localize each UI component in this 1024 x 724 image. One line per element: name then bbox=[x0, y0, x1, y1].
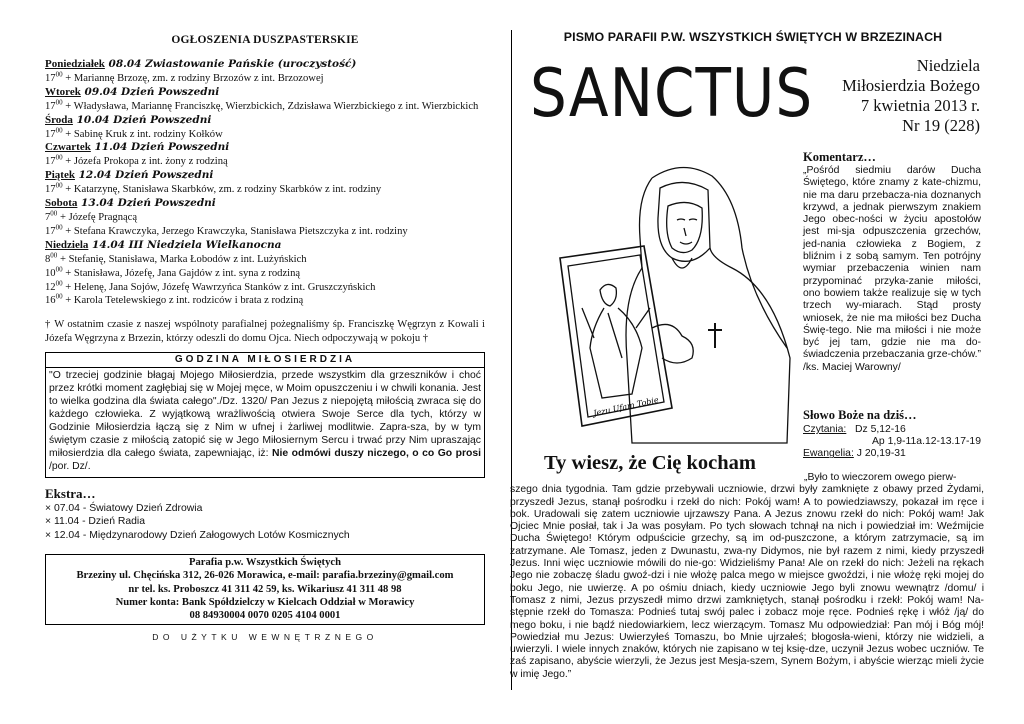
issue-number: Nr 19 (228) bbox=[902, 116, 980, 135]
day-heading bbox=[45, 58, 485, 72]
mass-intention: $7^{00}$ + Józefę Pragnącą bbox=[45, 209, 138, 223]
day-heading bbox=[45, 86, 485, 100]
day-title: 10.04 Dzień Powszedni bbox=[72, 113, 212, 126]
day-heading bbox=[45, 114, 485, 128]
day-title: 13.04 Dzień Powszedni bbox=[77, 197, 216, 210]
mass-intention: $17^{00}$ + Władysława, Mariannę Franciszkę, Wierzbickich, Zdzisława Wierzbickiego z int. Wierzbickich bbox=[45, 98, 479, 112]
day-name: Niedziela bbox=[45, 238, 89, 251]
issue-date: 7 kwietnia 2013 r. bbox=[860, 96, 980, 115]
masthead: PISMO PARAFII P.W. WSZYSTKICH ŚWIĘTYCH W BRZEZINACH bbox=[563, 30, 943, 44]
mass-intention: $10^{00}$ + Stanisława, Józefę, Jana Gajdów z int. syna z rodziną bbox=[45, 265, 301, 279]
parish-account: 08 84930004 0070 0205 4104 0001 bbox=[189, 610, 341, 622]
commentary-title: Komentarz… bbox=[803, 150, 876, 164]
mass-schedule bbox=[45, 58, 485, 308]
saint-faustina-illustration bbox=[532, 158, 800, 448]
gospel-body: szego dnia tygodnia. Tam gdzie przebywali uczniowie, drzwi były zamknięte z obawy przed Żydami, przyszedł Jezus, stanął pośrodku i rzekł do nich: Pokój wam! A to powiedziawszy, pokazał im ręce i bok. Uradowali się zatem uczniowie ujrzawszy Pana. A Jezus znowu rzekł do nich: Pokój wam! Jak Ojciec Mnie posłał, tak i Ja was posyłam. Po tych słowach tchnął na nich i powiedział im: Weźmijcie Ducha Świętego! Którym odpuścicie grzechy, są im od-puszczone, a którym zatrzymacie, są im zatrzymane. Ale Tomasz, jeden z Dwunastu, zwa-ny Didymos, nie był razem z nimi, kiedy przyszedł Jezus. Inni więc uczniowie mówili do nie-go: Widzieliśmy Pana! Ale on rzekł do nich: Jeżeli na rękach Jego nie zobaczę śladu gwoź-dzi i nie włożę palca mego w miejsce gwoździ, i nie włożę ręki mojej do boku Jego, nie uwierzę. A po ośmiu dniach, kiedy uczniowie Jego byli znowu wewnątrz /domu/ i Tomasz z nimi, Jezus przyszedł mimo drzwi zamkniętych, stanął pośrodku i rzekł: Pokój wam! Na-stępnie rzekł do Tomasza: Podnieś tutaj swój palec i zobacz moje ręce. Podnieś rękę i włóż /ją/ do mego boku, i nie bądź niedowiarkiem, lecz wierzącym. Tomasz Mu odpowiedział: Pan mój i Bóg mój! Powiedział mu Jezus: Uwierzyłeś Tomaszu, bo Mnie ujrzałeś; błogosła-wieni, którzy nie widzieli, a uwierzyli. I wiele innych znaków, których nie zapisano w tej księ-dze, uczynił Jezus wobec uczniów. Te zaś zapisano, abyście wierzyli, że Jezus jest Mesja-szem, Synem Bożym, i abyście wierząc mieli życie w imię Jego.” bbox=[510, 484, 984, 680]
mass-intention: $17^{00}$ + Katarzynę, Stanisława Skarbków, zm. z rodziny Skarbków z int. rodziny bbox=[45, 181, 382, 196]
parish-contact-box bbox=[45, 554, 485, 624]
day-name: Poniedziałek bbox=[45, 58, 105, 70]
day-title: 14.04 III Niedziela Wielkanocna bbox=[88, 238, 282, 251]
gospel-ref: J 20,19-31 bbox=[856, 448, 906, 460]
reading-1: Dz 5,12-16 bbox=[855, 424, 906, 435]
mercy-hour-bold: Nie odmówi duszy niczego, o co Go prosi bbox=[271, 447, 482, 459]
mass-intention: $12^{00}$ + Helenę, Jana Sojów, Józefę Wawrzyńca Stanków z int. Gruszczyńskich bbox=[45, 278, 376, 293]
ekstra-list bbox=[45, 502, 485, 543]
mass-intention: $17^{00}$ + Sabinę Kruk z int. rodziny Kołków bbox=[45, 126, 223, 140]
day-name: Czwartek bbox=[45, 141, 91, 154]
parish-phones: nr tel. ks. Proboszcz 41 311 42 59, ks. Wikariusz 41 311 48 98 bbox=[128, 583, 402, 595]
day-name: Sobota bbox=[45, 197, 78, 210]
mass-intention: $17^{00}$ + Mariannę Brzozę, zm. z rodziny Brzozów z int. Brzozowej bbox=[45, 70, 324, 84]
gospel-text bbox=[510, 472, 984, 681]
gospel-label: Ewangelia: bbox=[803, 448, 854, 460]
day-heading bbox=[45, 141, 485, 155]
issue-info bbox=[842, 56, 980, 136]
right-page bbox=[510, 28, 984, 708]
internal-use-footer: DO UŻYTKU WEWNĘTRZNEGO bbox=[152, 631, 378, 642]
mercy-hour-text: "O trzeciej godzinie błagaj Mojego Miłosierdzia, przede wszystkim dla grzeszników i choć przez krótki moment zagłębiaj się w Mojej męce, w Moim opuszczeniu i w chwili konania. Jest to wielka godzina dla świata całego"./Dz. 1320/ Pan Jezus z niepojętą miłością zwraca się do każdego człowieka. Z wyjątkową wrażliwością otwiera Swoje Serce dla tych, którzy w Godzinie Miłosierdzia łączą się z Nim w ufnej i żarliwej modlitwie. Zapra-sza, by w tym świętym czasie z miłością zatopić się w Jego Miłosiernym Sercu i trwać przy Nim upraszając miłosierdzia dla całego świata, zapewniając, iż: Nie odmówi duszy niczego, o co Go prosi /por. Dz/. bbox=[49, 370, 482, 472]
day-name: Środa bbox=[45, 113, 73, 126]
issue-day: Niedziela bbox=[916, 56, 980, 75]
day-heading bbox=[45, 169, 485, 183]
mass-intention: $16^{00}$ + Karola Tetelewskiego z int. rodziców i brata z rodziną bbox=[45, 292, 304, 307]
day-title: 12.04 Dzień Powszedni bbox=[74, 169, 214, 182]
day-title: 11.04 Dzień Powszedni bbox=[90, 141, 230, 154]
sanctus-logo: SANCTUS bbox=[530, 54, 814, 133]
mass-intention: $8^{00}$ + Stefanię, Stanisława, Marka Łobodów z int. Lużyńskich bbox=[45, 251, 307, 265]
day-heading bbox=[45, 239, 485, 253]
day-title: 09.04 Dzień Powszedni bbox=[80, 85, 220, 98]
ekstra-item: × 11.04 - Dzień Radia bbox=[45, 516, 146, 528]
readings bbox=[803, 424, 983, 461]
ekstra-item: × 12.04 - Międzynarodowy Dzień Załogowych Lotów Kosmicznych bbox=[45, 529, 350, 541]
day-name: Piątek bbox=[45, 169, 75, 182]
mass-intention: $17^{00}$ + Józefa Prokopa z int. żony z rodziną bbox=[45, 153, 228, 168]
commentary-text: „Pośród siedmiu darów Ducha Świętego, które znamy z kate-chizmu, nie ma daru przebacza-nia doznanych krzywd, a jednak pierwszym znakiem Jego obec-ności w życiu apostołów jest mi-sja odpuszczenia grzechów, jed-nania człowieka z Bogiem, z bliźnim i z sobą samym. Ten potrójny wymiar przebaczenia winien nam przypominać przyka-zanie miłości, ono bowiem także realizuje się w tych trzech wy-miarach. Stąd prosty wniosek, że nie ma miłości bez Ducha Świę-tego. Nie ma miłości i nie może być jej tam, gdzie nie ma do-świadczenia przebaczania grze-chów.” /ks. Maciej Warowny/ bbox=[803, 165, 981, 373]
reading-2: Ap 1,9-11a.12-13.17-19 bbox=[872, 436, 981, 448]
parish-bank: Numer konta: Bank Spółdzielczy w Kielcach Oddział w Morawicy bbox=[115, 597, 415, 609]
word-of-god-title: Słowo Boże na dziś… bbox=[803, 408, 917, 422]
parish-address: Brzeziny ul. Chęcińska 312, 26-026 Morawica, e-mail: parafia.brzeziny@gmail.com bbox=[76, 570, 454, 582]
headline: Ty wiesz, że Cię kocham bbox=[544, 452, 756, 474]
announcements-header: OGŁOSZENIA DUSZPASTERSKIE bbox=[171, 34, 359, 46]
ekstra-item: × 07.04 - Światowy Dzień Zdrowia bbox=[45, 502, 203, 514]
day-name: Wtorek bbox=[45, 85, 81, 98]
day-title: 08.04 Zwiastowanie Pańskie (uroczystość) bbox=[104, 58, 357, 70]
mercy-hour-title: GODZINA MIŁOSIERDZIA bbox=[46, 353, 484, 369]
issue-feast: Miłosierdzia Bożego bbox=[842, 76, 980, 95]
mass-intention: $17^{00}$ + Stefana Krawczyka, Jerzego Krawczyka, Stanisława Pietszczyka z int. rodziny bbox=[45, 223, 408, 237]
mercy-hour-box bbox=[45, 352, 485, 478]
left-page bbox=[45, 28, 485, 642]
gospel-first-line: „Było to wieczorem owego pierw- bbox=[804, 472, 957, 483]
ekstra-title: Ekstra… bbox=[45, 485, 96, 501]
parish-name: Parafia p.w. Wszystkich Świętych bbox=[189, 557, 341, 569]
image-caption: Jezu Ufam Tobie bbox=[592, 395, 660, 418]
readings-label: Czytania: bbox=[803, 424, 847, 435]
obituary-notice: † W ostatnim czasie z naszej wspólnoty parafialnej pożegnaliśmy śp. Franciszkę Węgrzyn z Kowali i Józefa Węgrzyna z Brzezin, którzy odeszli do domu Ojca. Niech odpoczywają w pokoju † bbox=[45, 319, 485, 344]
day-heading bbox=[45, 197, 485, 211]
